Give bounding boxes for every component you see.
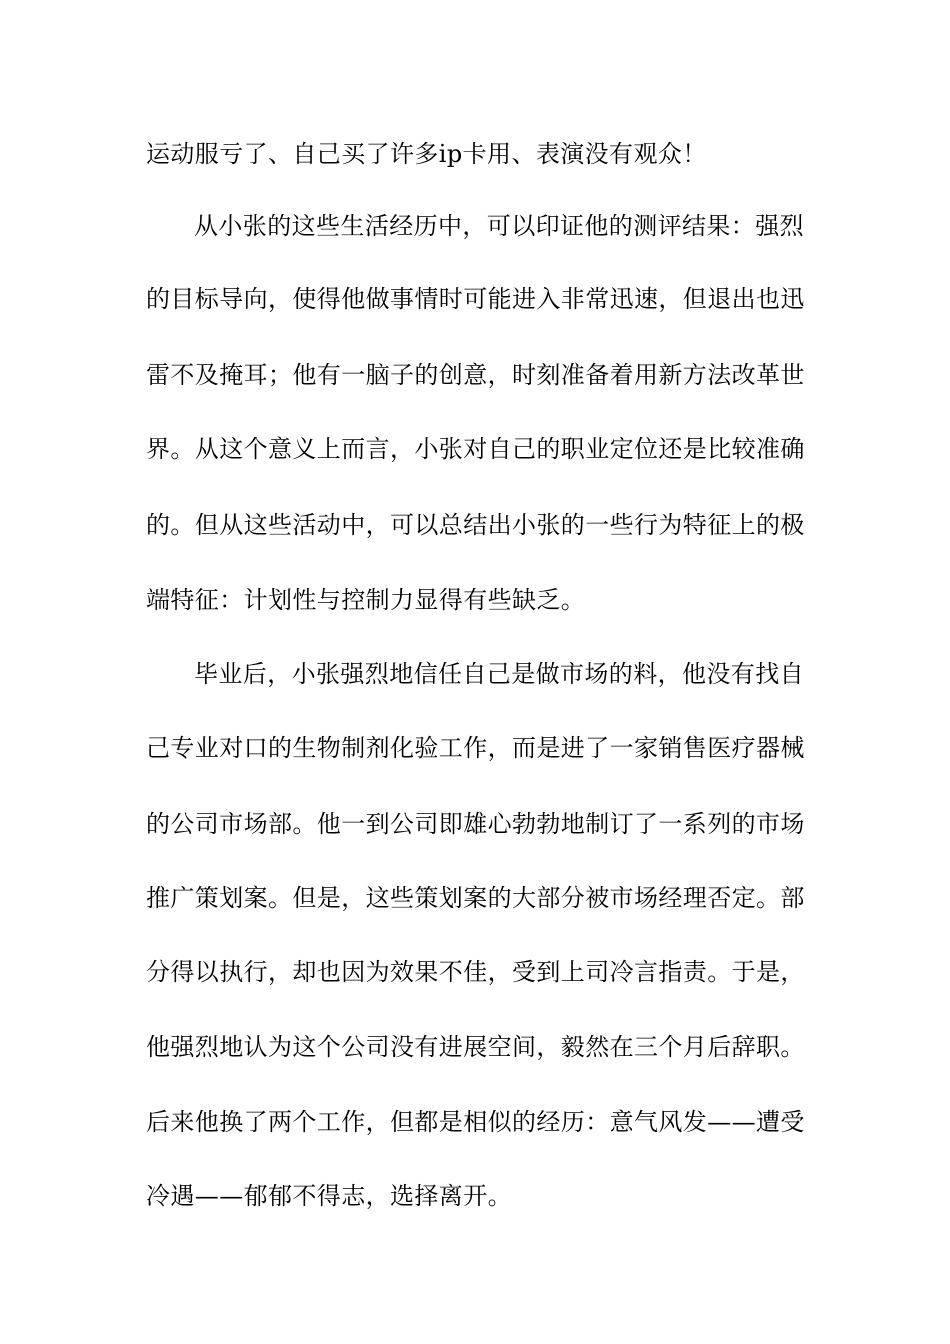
paragraph-3-line-4: 推广策划案。但是，这些策划案的大部分被市场经理否定。部 <box>146 884 805 912</box>
paragraph-3-line-5: 分得以执行，却也因为效果不佳，受到上司冷言指责。于是， <box>146 958 805 986</box>
paragraph-3-line-2: 己专业对口的生物制剂化验工作，而是进了一家销售医疗器械 <box>146 734 805 762</box>
paragraph-2-line-4: 界。从这个意义上而言，小张对自己的职业定位还是比较准确 <box>146 435 805 463</box>
paragraph-2-line-5: 的。但从这些活动中，可以总结出小张的一些行为特征上的极 <box>146 511 805 539</box>
paragraph-2-line-1: 从小张的这些生活经历中，可以印证他的测评结果：强烈 <box>194 212 804 240</box>
paragraph-3-line-1: 毕业后，小张强烈地信任自己是做市场的料，他没有找自 <box>194 660 804 688</box>
text-line-1: 运动服亏了、自己买了许多ip卡用、表演没有观众！ <box>146 140 707 168</box>
paragraph-2-line-3: 雷不及掩耳；他有一脑子的创意，时刻准备着用新方法改革世 <box>146 361 805 389</box>
paragraph-3-line-3: 的公司市场部。他一到公司即雄心勃勃地制订了一系列的市场 <box>146 810 805 838</box>
paragraph-2-line-6: 端特征：计划性与控制力显得有些缺乏。 <box>146 586 586 614</box>
paragraph-3-line-6: 他强烈地认为这个公司没有进展空间，毅然在三个月后辞职。 <box>146 1033 805 1061</box>
paragraph-3-line-8: 冷遇——郁郁不得志，选择离开。 <box>146 1182 512 1210</box>
paragraph-3-line-7: 后来他换了两个工作，但都是相似的经历：意气风发——遭受 <box>146 1108 805 1136</box>
paragraph-2-line-2: 的目标导向，使得他做事情时可能进入非常迅速，但退出也迅 <box>146 285 805 313</box>
